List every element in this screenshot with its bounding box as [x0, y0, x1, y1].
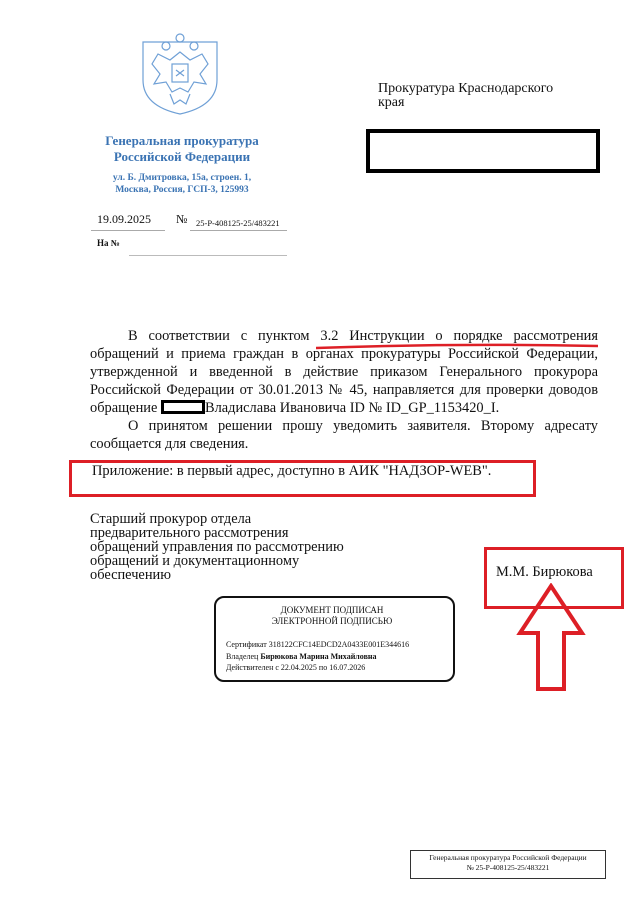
footer-text	[410, 853, 606, 873]
address-line2: Москва, Россия, ГСП-3, 125993	[115, 185, 249, 195]
address-line1: ул. Б. Дмитровка, 15а, строен. 1,	[112, 173, 252, 183]
stamp-owner	[226, 652, 377, 662]
body-paragraph-1-tail: Владислава Ивановича ID № ID_GP_1153420_I.	[204, 400, 500, 416]
stamp-title-line1: ДОКУМЕНТ ПОДПИСАН	[280, 605, 384, 615]
org-name	[92, 133, 272, 165]
date-underline	[91, 230, 165, 231]
highlight-underline	[316, 342, 598, 350]
recipient	[378, 82, 588, 110]
body-paragraph-1	[90, 327, 598, 417]
number-underline	[190, 230, 287, 231]
org-name-line1: Генеральная прокуратура	[105, 133, 259, 148]
redaction-box	[366, 129, 600, 173]
position-line5: обеспечению	[90, 567, 171, 583]
org-address	[92, 172, 272, 196]
reply-to-underline	[129, 255, 287, 256]
position-line3: обращений управления по рассмотрению	[90, 539, 344, 555]
attachment-note: Приложение: в первый адрес, доступно в АИК "НАДЗОР-WEB".	[92, 463, 492, 479]
stamp-title-line2: ЭЛЕКТРОННОЙ ПОДПИСЬЮ	[271, 616, 393, 626]
body-paragraph-1-text: В соответствии с пунктом 3.2 Инструкции о порядке рассмотрения обращений и приема граждан в органах прокуратуры Российской Федерации, утвержденной и введенной в действие приказом Генерального прокурора Российской Федерации от 30.01.2013 № 45, направляется для проверки доводов обращение	[90, 328, 598, 416]
body-paragraph-2: О принятом решении прошу уведомить заявителя. Второму адресату сообщается для сведения.	[90, 418, 598, 452]
recipient-line1: Прокуратура Краснодарского	[378, 81, 554, 96]
signer-position	[90, 512, 380, 582]
coat-of-arms-icon	[138, 30, 222, 116]
footer-line1: Генеральная прокуратура Российской Федерации	[429, 853, 587, 862]
inline-redaction	[161, 400, 205, 414]
position-line1: Старший прокурор отдела	[90, 511, 252, 527]
number-sign: №	[176, 212, 188, 226]
recipient-line2: края	[378, 95, 405, 110]
reply-to-label: На №	[97, 238, 120, 248]
arrow-up-icon	[516, 583, 586, 693]
position-line4: обращений и документационному	[90, 553, 300, 569]
signer-name: М.М. Бирюкова	[496, 564, 593, 580]
document-number: 25-Р-408125-25/483221	[196, 218, 280, 228]
footer-line2: № 25-Р-408125-25/483221	[466, 863, 550, 872]
stamp-validity: Действителен с 22.04.2025 по 16.07.2026	[226, 663, 366, 672]
stamp-certificate: Сертификат 318122CFC14EDCD2A0433E001E344616	[226, 640, 410, 649]
stamp-title	[232, 605, 432, 627]
position-line2: предварительного рассмотрения	[90, 525, 289, 541]
org-name-line2: Российской Федерации	[113, 149, 251, 164]
stamp-owner-label: Владелец	[226, 652, 259, 661]
stamp-owner-name: Бирюкова Марина Михайловна	[260, 652, 377, 661]
document-date: 19.09.2025	[97, 212, 151, 226]
